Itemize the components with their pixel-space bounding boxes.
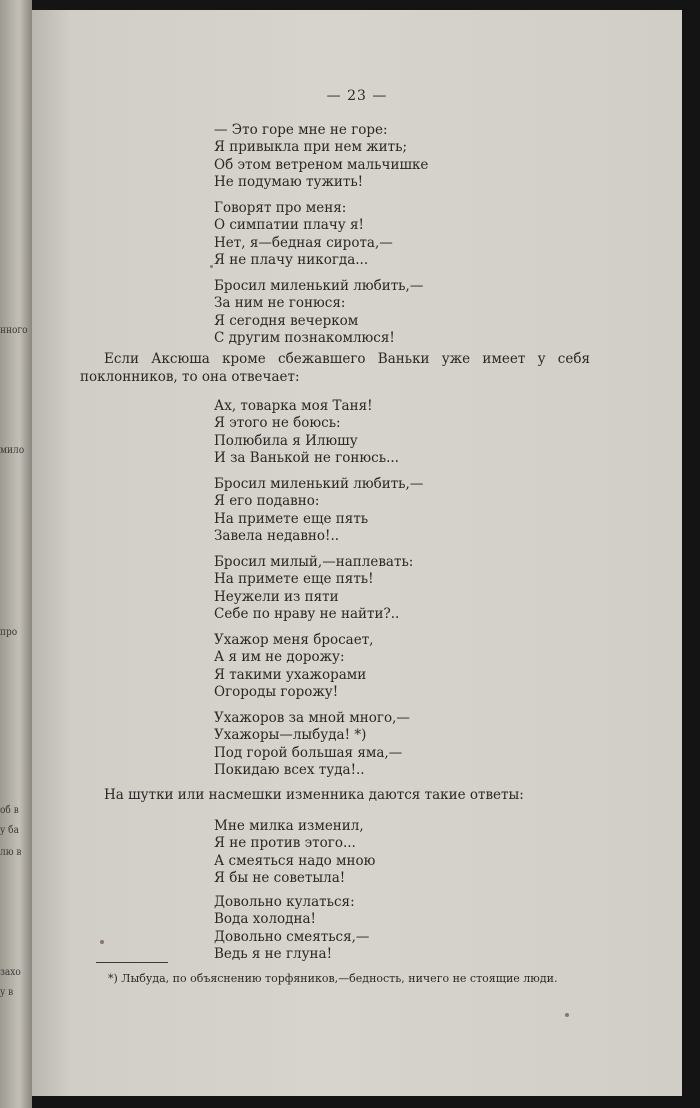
verse-line: Ведь я не глуна!	[214, 945, 333, 962]
verse-line: Бросил миленький любить,—	[214, 476, 424, 492]
facing-page-edge	[0, 0, 32, 1108]
facing-page-fragment: мило	[0, 445, 25, 457]
verse-line: Неужели из пяти	[214, 588, 339, 605]
verse-line: На примете еще пять!	[214, 571, 374, 588]
verse-line: Вода холодна!	[214, 911, 316, 928]
verse-line: А я им не дорожу:	[214, 649, 345, 666]
verse-line: Завела недавно!..	[214, 527, 340, 544]
verse-line: Ухажоров за мной много,—	[214, 710, 410, 726]
verse-line: За ним не гонюся:	[214, 295, 346, 312]
verse-line: Бросил миленький любить,—	[214, 278, 424, 294]
verse-line: Мне милка изменил,	[214, 818, 364, 834]
verse-line: Я привыкла при нем жить;	[214, 139, 408, 156]
footnote: *) Лыбуда, по объяснению торфяников,—бедность, ничего не стоящие люди.	[108, 972, 558, 985]
stanza	[214, 200, 393, 269]
verse-line: Я не против этого...	[214, 835, 356, 852]
book-page	[32, 10, 682, 1096]
verse-line: Полюбила я Илюшу	[214, 432, 358, 449]
verse-line: Огороды горожу!	[214, 683, 339, 700]
stanza	[214, 554, 413, 623]
stanza	[214, 818, 375, 887]
verse-line: Бросил милый,—наплевать:	[214, 554, 414, 570]
prose-paragraph: Если Аксюша кроме сбежавшего Ваньки уже имеет у себя поклонников, то она отвечает:	[80, 351, 590, 385]
verse-line: Довольно смеяться,—	[214, 928, 370, 945]
stanza	[214, 710, 410, 779]
paper-stain	[100, 940, 104, 944]
paper-stain	[210, 265, 213, 268]
facing-page-fragment: про	[0, 627, 18, 639]
verse-line: Об этом ветреном мальчишке	[214, 156, 429, 173]
verse-line: Не подумаю тужить!	[214, 173, 364, 190]
facing-page-fragment: захо	[0, 967, 21, 979]
verse-line: Ах, товарка моя Таня!	[214, 398, 373, 414]
verse-line: Я бы не советыла!	[214, 869, 346, 886]
verse-line: И за Ванькой не гонюсь...	[214, 449, 399, 466]
verse-line: Ухажор меня бросает,	[214, 632, 374, 648]
facing-page-fragment: у ба	[0, 825, 19, 837]
facing-page-fragment: нного	[0, 325, 28, 337]
verse-line: Под горой большая яма,—	[214, 744, 403, 761]
verse-line: Нет, я—бедная сирота,—	[214, 234, 393, 251]
stanza	[214, 398, 399, 467]
verse-line: Ухажоры—лыбуда! *)	[214, 727, 367, 744]
verse-line: Довольно кулаться:	[214, 894, 355, 910]
verse-line: На примете еще пять	[214, 510, 369, 527]
verse-line: С другим познакомлюся!	[214, 329, 395, 346]
verse-line: О симпатии плачу я!	[214, 217, 364, 234]
verse-line: Говорят про меня:	[214, 200, 347, 216]
facing-page-fragment: у в	[0, 987, 14, 999]
facing-page-fragment: лю в	[0, 847, 22, 859]
facing-page-fragment: об в	[0, 805, 19, 817]
stanza	[214, 122, 428, 191]
paper-stain	[565, 1013, 569, 1017]
stanza	[214, 278, 423, 347]
verse-line: Я этого не боюсь:	[214, 415, 341, 432]
stanza	[214, 476, 423, 545]
verse-line: Покидаю всех туда!..	[214, 761, 365, 778]
verse-line: Я сегодня вечерком	[214, 312, 359, 329]
stanza	[214, 632, 373, 701]
verse-line: Я его подавно:	[214, 493, 320, 510]
stanza	[214, 894, 369, 963]
footnote-divider	[96, 962, 168, 963]
page-number: — 23 —	[326, 88, 388, 104]
verse-line: Я не плачу никогда...	[214, 251, 369, 268]
prose-paragraph: На шутки или насмешки изменника даются такие ответы:	[104, 787, 524, 803]
verse-line: Себе по нраву не найти?..	[214, 605, 400, 622]
verse-line: — Это горе мне не горе:	[214, 122, 388, 138]
verse-line: А смеяться надо мною	[214, 852, 376, 869]
verse-line: Я такими ухажорами	[214, 666, 367, 683]
